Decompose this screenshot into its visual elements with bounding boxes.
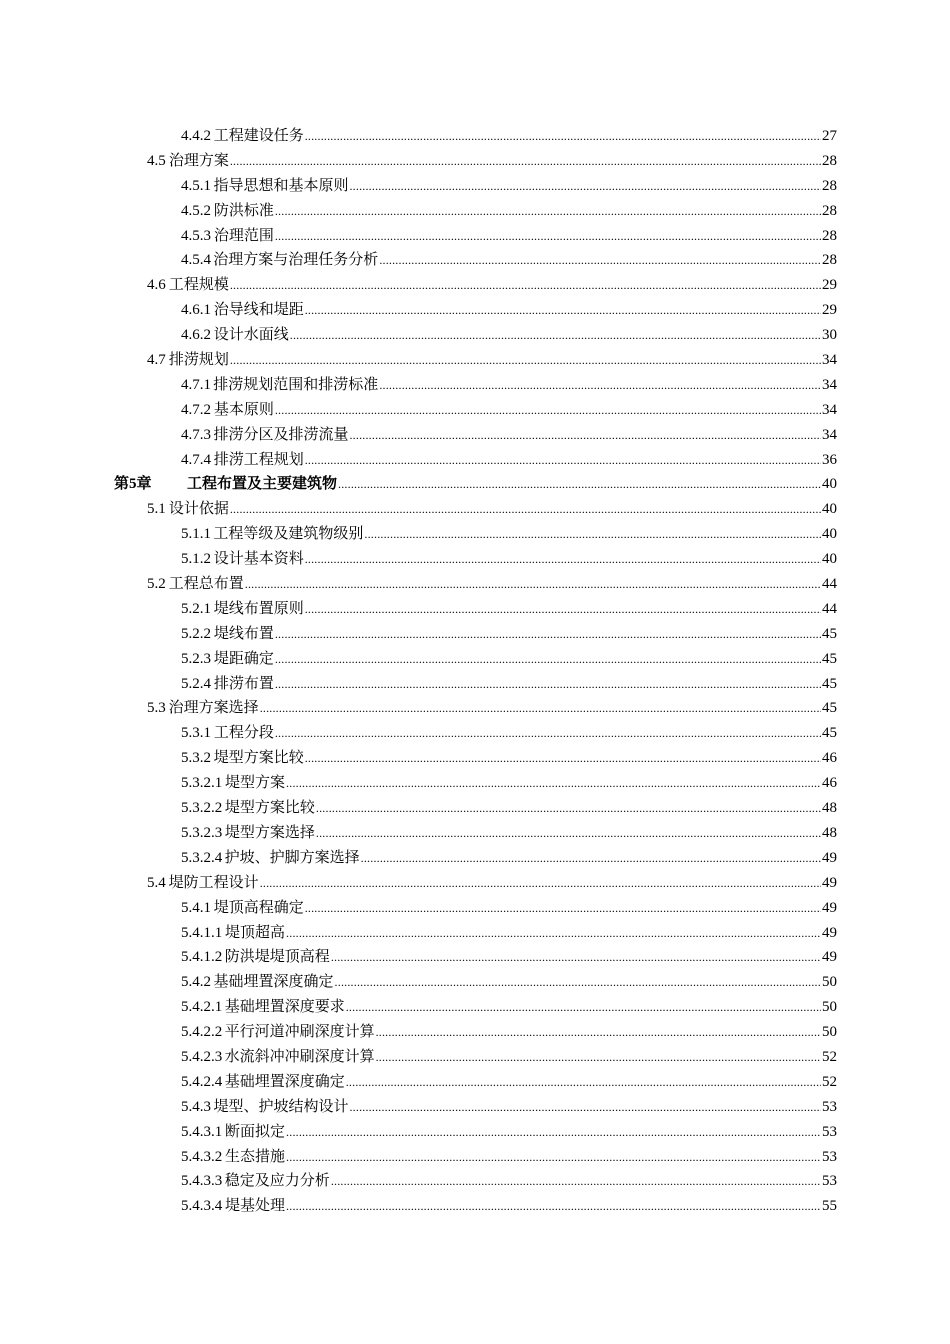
toc-dot-leader: [290, 323, 821, 348]
toc-entry-title: 断面拟定: [225, 1123, 286, 1140]
toc-entry-page-number: 45: [822, 700, 837, 717]
toc-entry-line: [181, 522, 837, 547]
toc-entry-title: 稳定及应力分析: [224, 1173, 330, 1190]
toc-entry-number: 5.4.2.4: [181, 1073, 223, 1090]
toc-dot-leader: [349, 174, 821, 199]
toc-entry-title: 堤线布置: [213, 625, 274, 642]
toc-entry-page-number: 53: [822, 1098, 837, 1115]
toc-entry-page-number: 49: [822, 949, 837, 966]
toc-dot-leader: [379, 373, 821, 398]
toc-entry-number: 4.4.2: [181, 128, 211, 144]
toc-entry-page-number: 50: [822, 999, 837, 1016]
toc-entry-title: 设计基本资料: [213, 551, 304, 568]
toc-entry[interactable]: [0, 1120, 950, 1145]
toc-dot-leader: [286, 921, 821, 946]
toc-entry-number: 5.1.1: [181, 526, 211, 543]
toc-entry-line: [181, 1095, 837, 1120]
toc-entry-page-number: 53: [822, 1173, 837, 1190]
toc-dot-leader: [230, 348, 821, 373]
toc-entry-title: 基本原则: [213, 401, 274, 418]
toc-entry-page-number: 34: [822, 426, 837, 443]
toc-entry-line: [181, 896, 837, 921]
toc-entry-title: 防洪标准: [213, 202, 274, 219]
toc-entry-title: 治理方案与治理任务分析: [213, 252, 379, 269]
toc-dot-leader: [260, 871, 821, 896]
toc-entry-number: 5.4: [147, 874, 166, 891]
toc-entry-line: [181, 398, 837, 423]
toc-entry-number: 5.4.1.1: [181, 924, 223, 941]
toc-dot-leader: [346, 1070, 821, 1095]
toc-entry[interactable]: [0, 1045, 950, 1070]
toc-entry-page-number: 28: [822, 252, 837, 269]
toc-dot-leader: [230, 273, 821, 298]
toc-entry-number: 5.4.3: [181, 1098, 211, 1115]
toc-dot-leader: [275, 199, 821, 224]
toc-entry-number: 4.5.4: [181, 252, 211, 269]
toc-dot-leader: [331, 1169, 821, 1194]
toc-entry[interactable]: [0, 995, 950, 1020]
toc-entry-number: 4.7.1: [181, 376, 211, 393]
toc-entry-line: [181, 1020, 837, 1045]
toc-entry[interactable]: [0, 273, 950, 298]
toc-entry[interactable]: [0, 547, 950, 572]
toc-dot-leader: [316, 821, 821, 846]
toc-entry[interactable]: [0, 846, 950, 871]
toc-entry[interactable]: [0, 149, 950, 174]
toc-entry-number: 5.4.2.2: [181, 1024, 223, 1041]
toc-entry-line: [147, 273, 837, 298]
toc-entry-line: [181, 821, 837, 846]
toc-entry-number: 5.1: [147, 501, 166, 518]
toc-entry-line: [147, 696, 837, 721]
toc-entry[interactable]: [0, 323, 950, 348]
toc-entry-number: 5.3: [147, 700, 166, 717]
toc-entry-title: 工程建设任务: [213, 128, 304, 144]
toc-dot-leader: [335, 970, 821, 995]
toc-entry[interactable]: [0, 572, 950, 597]
toc-entry-title: 堤距确定: [213, 650, 274, 667]
toc-dot-leader: [305, 298, 821, 323]
toc-entry[interactable]: [0, 1145, 950, 1170]
toc-entry-page-number: 53: [822, 1123, 837, 1140]
toc-entry-page-number: 45: [822, 675, 837, 692]
toc-entry-page-number: 40: [822, 551, 837, 568]
toc-entry-title: 工程布置及主要建筑物: [187, 476, 338, 493]
toc-entry-line: [181, 1045, 837, 1070]
toc-entry-line: [181, 597, 837, 622]
toc-entry-line: [181, 1194, 837, 1219]
toc-entry-title: 排涝规划范围和排涝标准: [213, 376, 379, 393]
toc-dot-leader: [275, 224, 821, 249]
toc-entry-line: [181, 945, 837, 970]
toc-entry[interactable]: [0, 970, 950, 995]
toc-entry-title: 堤防工程设计: [168, 874, 259, 891]
toc-entry-title: 护坡、护脚方案选择: [224, 849, 360, 866]
toc-entry-title: 排涝规划: [168, 352, 229, 369]
toc-entry-number: 4.7: [147, 352, 166, 369]
toc-entry-title: 堤型方案比较: [213, 750, 304, 767]
toc-entry[interactable]: [0, 522, 950, 547]
toc-entry-number: 5.4.2.3: [181, 1048, 223, 1065]
toc-entry-line: [181, 248, 837, 273]
toc-entry-page-number: 29: [822, 277, 837, 294]
toc-entry-title: 工程分段: [213, 725, 274, 742]
toc-entry-line: [181, 921, 837, 946]
toc-entry[interactable]: [0, 472, 950, 497]
toc-entry-title: 排涝分区及排涝流量: [213, 426, 349, 443]
toc-entry-line: [181, 174, 837, 199]
toc-entry[interactable]: [0, 248, 950, 273]
toc-entry-page-number: 46: [822, 750, 837, 767]
toc-entry-page-number: 50: [822, 974, 837, 991]
toc-entry-page-number: 53: [822, 1148, 837, 1165]
toc-entry-page-number: 49: [822, 874, 837, 891]
toc-entry-page-number: 40: [822, 501, 837, 518]
toc-entry-page-number: 50: [822, 1024, 837, 1041]
toc-entry[interactable]: [0, 373, 950, 398]
toc-entry[interactable]: [0, 945, 950, 970]
toc-entry-number: 5.4.3.4: [181, 1198, 223, 1215]
toc-entry-title: 治理方案选择: [168, 700, 259, 717]
toc-entry-line: [147, 497, 837, 522]
toc-entry[interactable]: [0, 1169, 950, 1194]
toc-entry-number: 5.3.2: [181, 750, 211, 767]
toc-dot-leader: [349, 1095, 821, 1120]
toc-dot-leader: [305, 896, 821, 921]
toc-dot-leader: [230, 497, 821, 522]
toc-dot-leader: [286, 1120, 821, 1145]
toc-dot-leader: [230, 149, 821, 174]
toc-entry-page-number: 48: [822, 800, 837, 817]
toc-entry-title: 堤型方案选择: [224, 824, 315, 841]
toc-dot-leader: [376, 1020, 821, 1045]
toc-entry-page-number: 27: [822, 128, 837, 144]
toc-entry-title: 堤型方案: [225, 775, 286, 792]
toc-dot-leader: [286, 771, 821, 796]
toc-entry-number: 4.6: [147, 277, 166, 294]
toc-entry-page-number: 49: [822, 899, 837, 916]
toc-entry[interactable]: [0, 1194, 950, 1219]
toc-entry-line: [114, 472, 837, 497]
toc-dot-leader: [286, 1145, 821, 1170]
toc-entry-number: 5.4.2.1: [181, 999, 223, 1016]
toc-entry[interactable]: [0, 1095, 950, 1120]
toc-dot-leader: [338, 472, 821, 497]
toc-entry-page-number: 49: [822, 924, 837, 941]
toc-entry[interactable]: [0, 298, 950, 323]
toc-dot-leader: [305, 597, 821, 622]
toc-entry[interactable]: [0, 224, 950, 249]
toc-entry-title: 治导线和堤距: [213, 302, 304, 319]
toc-entry-line: [181, 199, 837, 224]
toc-entry-line: [181, 796, 837, 821]
toc-entry-line: [181, 1070, 837, 1095]
toc-dot-leader: [275, 672, 821, 697]
toc-entry-page-number: 40: [822, 526, 837, 543]
toc-dot-leader: [286, 1194, 821, 1219]
toc-entry-number: 4.5.3: [181, 227, 211, 244]
toc-entry[interactable]: [0, 348, 950, 373]
toc-entry[interactable]: [0, 1070, 950, 1095]
toc-dot-leader: [275, 721, 821, 746]
toc-dot-leader: [376, 1045, 821, 1070]
toc-dot-leader: [275, 647, 821, 672]
toc-entry-number: 4.5: [147, 152, 166, 169]
toc-dot-leader: [260, 696, 821, 721]
toc-entry-title: 设计水面线: [213, 327, 289, 344]
toc-entry[interactable]: [0, 672, 950, 697]
toc-entry-number: 5.3.2.2: [181, 800, 223, 817]
toc-dot-leader: [305, 547, 821, 572]
toc-entry[interactable]: [0, 746, 950, 771]
toc-entry[interactable]: [0, 871, 950, 896]
toc-entry-number: 5.1.2: [181, 551, 211, 568]
toc-entry-line: [181, 224, 837, 249]
toc-entry-title: 平行河道冲刷深度计算: [224, 1024, 375, 1041]
toc-entry-title: 堤型、护坡结构设计: [213, 1098, 349, 1115]
toc-entry-page-number: 34: [822, 376, 837, 393]
toc-entry-page-number: 49: [822, 849, 837, 866]
toc-entry-number: 4.6.2: [181, 327, 211, 344]
toc-entry-line: [147, 348, 837, 373]
toc-entry-page-number: 34: [822, 352, 837, 369]
toc-entry-line: [181, 846, 837, 871]
toc-entry-title: 生态措施: [225, 1148, 286, 1165]
toc-entry-number: 5.4.3.2: [181, 1148, 223, 1165]
toc-entry-title: 水流斜冲冲刷深度计算: [224, 1048, 375, 1065]
toc-entry-title: 堤基处理: [225, 1198, 286, 1215]
toc-dot-leader: [305, 448, 821, 473]
toc-dot-leader: [361, 846, 821, 871]
toc-entry-page-number: 29: [822, 302, 837, 319]
toc-entry[interactable]: [0, 124, 950, 149]
toc-entry-page-number: 36: [822, 451, 837, 468]
toc-entry-page-number: 55: [822, 1198, 837, 1215]
toc-entry[interactable]: [0, 771, 950, 796]
toc-entry[interactable]: [0, 597, 950, 622]
toc-dot-leader: [379, 248, 821, 273]
toc-entry-title: 堤顶超高: [225, 924, 286, 941]
toc-entry[interactable]: [0, 174, 950, 199]
toc-entry-page-number: 52: [822, 1048, 837, 1065]
toc-entry-title: 设计依据: [168, 501, 229, 518]
toc-dot-leader: [275, 622, 821, 647]
toc-entry-line: [181, 1169, 837, 1194]
toc-entry[interactable]: [0, 696, 950, 721]
toc-entry-page-number: 44: [822, 600, 837, 617]
toc-entry-number: 4.7.3: [181, 426, 211, 443]
toc-entry-title: 防洪堤堤顶高程: [224, 949, 330, 966]
toc-dot-leader: [331, 945, 821, 970]
toc-entry-title: 基础埋置深度要求: [224, 999, 345, 1016]
toc-entry-page-number: 40: [822, 476, 837, 493]
toc-entry[interactable]: [0, 921, 950, 946]
toc-entry-page-number: 28: [822, 202, 837, 219]
toc-entry-line: [181, 771, 837, 796]
toc-entry-number: 5.2.4: [181, 675, 211, 692]
toc-dot-leader: [316, 796, 821, 821]
toc-entry-page-number: 52: [822, 1073, 837, 1090]
toc-entry-line: [147, 572, 837, 597]
toc-entry-line: [181, 373, 837, 398]
toc-dot-leader: [364, 522, 821, 547]
toc-entry-title: 治理范围: [213, 227, 274, 244]
toc-entry-number: 5.3.2.4: [181, 849, 223, 866]
toc-entry-number: 5.4.3.1: [181, 1123, 223, 1140]
toc-entry[interactable]: [0, 796, 950, 821]
toc-entry-title: 基础埋置深度确定: [224, 1073, 345, 1090]
toc-dot-leader: [275, 398, 821, 423]
toc-entry-number: 5.2.2: [181, 625, 211, 642]
toc-entry-page-number: 44: [822, 576, 837, 593]
toc-entry-number: 4.5.2: [181, 202, 211, 219]
toc-entry-line: [181, 647, 837, 672]
toc-entry-title: 工程等级及建筑物级别: [213, 526, 364, 543]
toc-entry-number: 4.5.1: [181, 177, 211, 194]
toc-entry-title: 堤型方案比较: [224, 800, 315, 817]
toc-entry-page-number: 45: [822, 650, 837, 667]
toc-entry-line: [181, 970, 837, 995]
toc-entry[interactable]: [0, 199, 950, 224]
toc-dot-leader: [349, 423, 821, 448]
toc-entry-page-number: 28: [822, 177, 837, 194]
toc-entry[interactable]: [0, 622, 950, 647]
toc-entry-title: 指导思想和基本原则: [213, 177, 349, 194]
toc-entry-title: 治理方案: [168, 152, 229, 169]
toc-entry-line: [181, 1120, 837, 1145]
toc-entry[interactable]: [0, 1020, 950, 1045]
toc-entry-line: [147, 149, 837, 174]
toc-entry-number: 5.4.2: [181, 974, 211, 991]
toc-entry-page-number: 28: [822, 227, 837, 244]
toc-entry[interactable]: [0, 398, 950, 423]
toc-entry[interactable]: [0, 721, 950, 746]
toc-entry-number: 第5章: [114, 476, 152, 493]
toc-entry-line: [181, 547, 837, 572]
toc-entry-line: [147, 871, 837, 896]
toc-entry-line: [181, 298, 837, 323]
toc-dot-leader: [305, 746, 821, 771]
toc-entry-title: 工程规模: [168, 277, 229, 294]
toc-entry-line: [181, 423, 837, 448]
toc-entry-line: [181, 323, 837, 348]
toc-entry-line: [181, 746, 837, 771]
toc-entry-number: 5.2: [147, 576, 166, 593]
toc-entry-title: 排涝布置: [213, 675, 274, 692]
toc-entry-number: 5.4.1.2: [181, 949, 223, 966]
toc-entry-line: [181, 672, 837, 697]
toc-entry-title: 基础埋置深度确定: [213, 974, 334, 991]
toc-entry[interactable]: [0, 423, 950, 448]
toc-entry-number: 5.3.2.1: [181, 775, 223, 792]
toc-entry-page-number: 46: [822, 775, 837, 792]
toc-entry-number: 4.7.2: [181, 401, 211, 418]
toc-entry[interactable]: [0, 821, 950, 846]
toc-entry-number: 5.4.1: [181, 899, 211, 916]
toc-entry-number: 5.2.3: [181, 650, 211, 667]
toc-dot-leader: [245, 572, 821, 597]
toc-entry-number: 5.2.1: [181, 600, 211, 617]
toc-entry[interactable]: [0, 497, 950, 522]
toc-entry[interactable]: [0, 647, 950, 672]
toc-entry-page-number: 48: [822, 824, 837, 841]
toc-entry-line: [181, 721, 837, 746]
toc-entry-line: [181, 622, 837, 647]
toc-entry-title: 排涝工程规划: [213, 451, 304, 468]
toc-entry-page-number: 34: [822, 401, 837, 418]
toc-dot-leader: [346, 995, 821, 1020]
toc-entry-number: 4.6.1: [181, 302, 211, 319]
toc-entry[interactable]: [0, 896, 950, 921]
toc-entry-line: [181, 124, 837, 149]
toc-entry-line: [181, 995, 837, 1020]
toc-entry[interactable]: [0, 448, 950, 473]
toc-entry-number: 5.3.1: [181, 725, 211, 742]
toc-entry-page-number: 30: [822, 327, 837, 344]
toc-entry-number: 5.3.2.3: [181, 824, 223, 841]
toc-entry-title: 堤顶高程确定: [213, 899, 304, 916]
toc-entry-number: 5.4.3.3: [181, 1173, 223, 1190]
toc-entry-title: 堤线布置原则: [213, 600, 304, 617]
toc-entry-title: 工程总布置: [168, 576, 244, 593]
toc-entry-page-number: 28: [822, 152, 837, 169]
toc-entry-page-number: 45: [822, 725, 837, 742]
table-of-contents: [0, 124, 950, 1219]
toc-dot-leader: [305, 124, 821, 149]
toc-entry-line: [181, 448, 837, 473]
toc-entry-page-number: 45: [822, 625, 837, 642]
toc-entry-line: [181, 1145, 837, 1170]
toc-entry-number: 4.7.4: [181, 451, 211, 468]
